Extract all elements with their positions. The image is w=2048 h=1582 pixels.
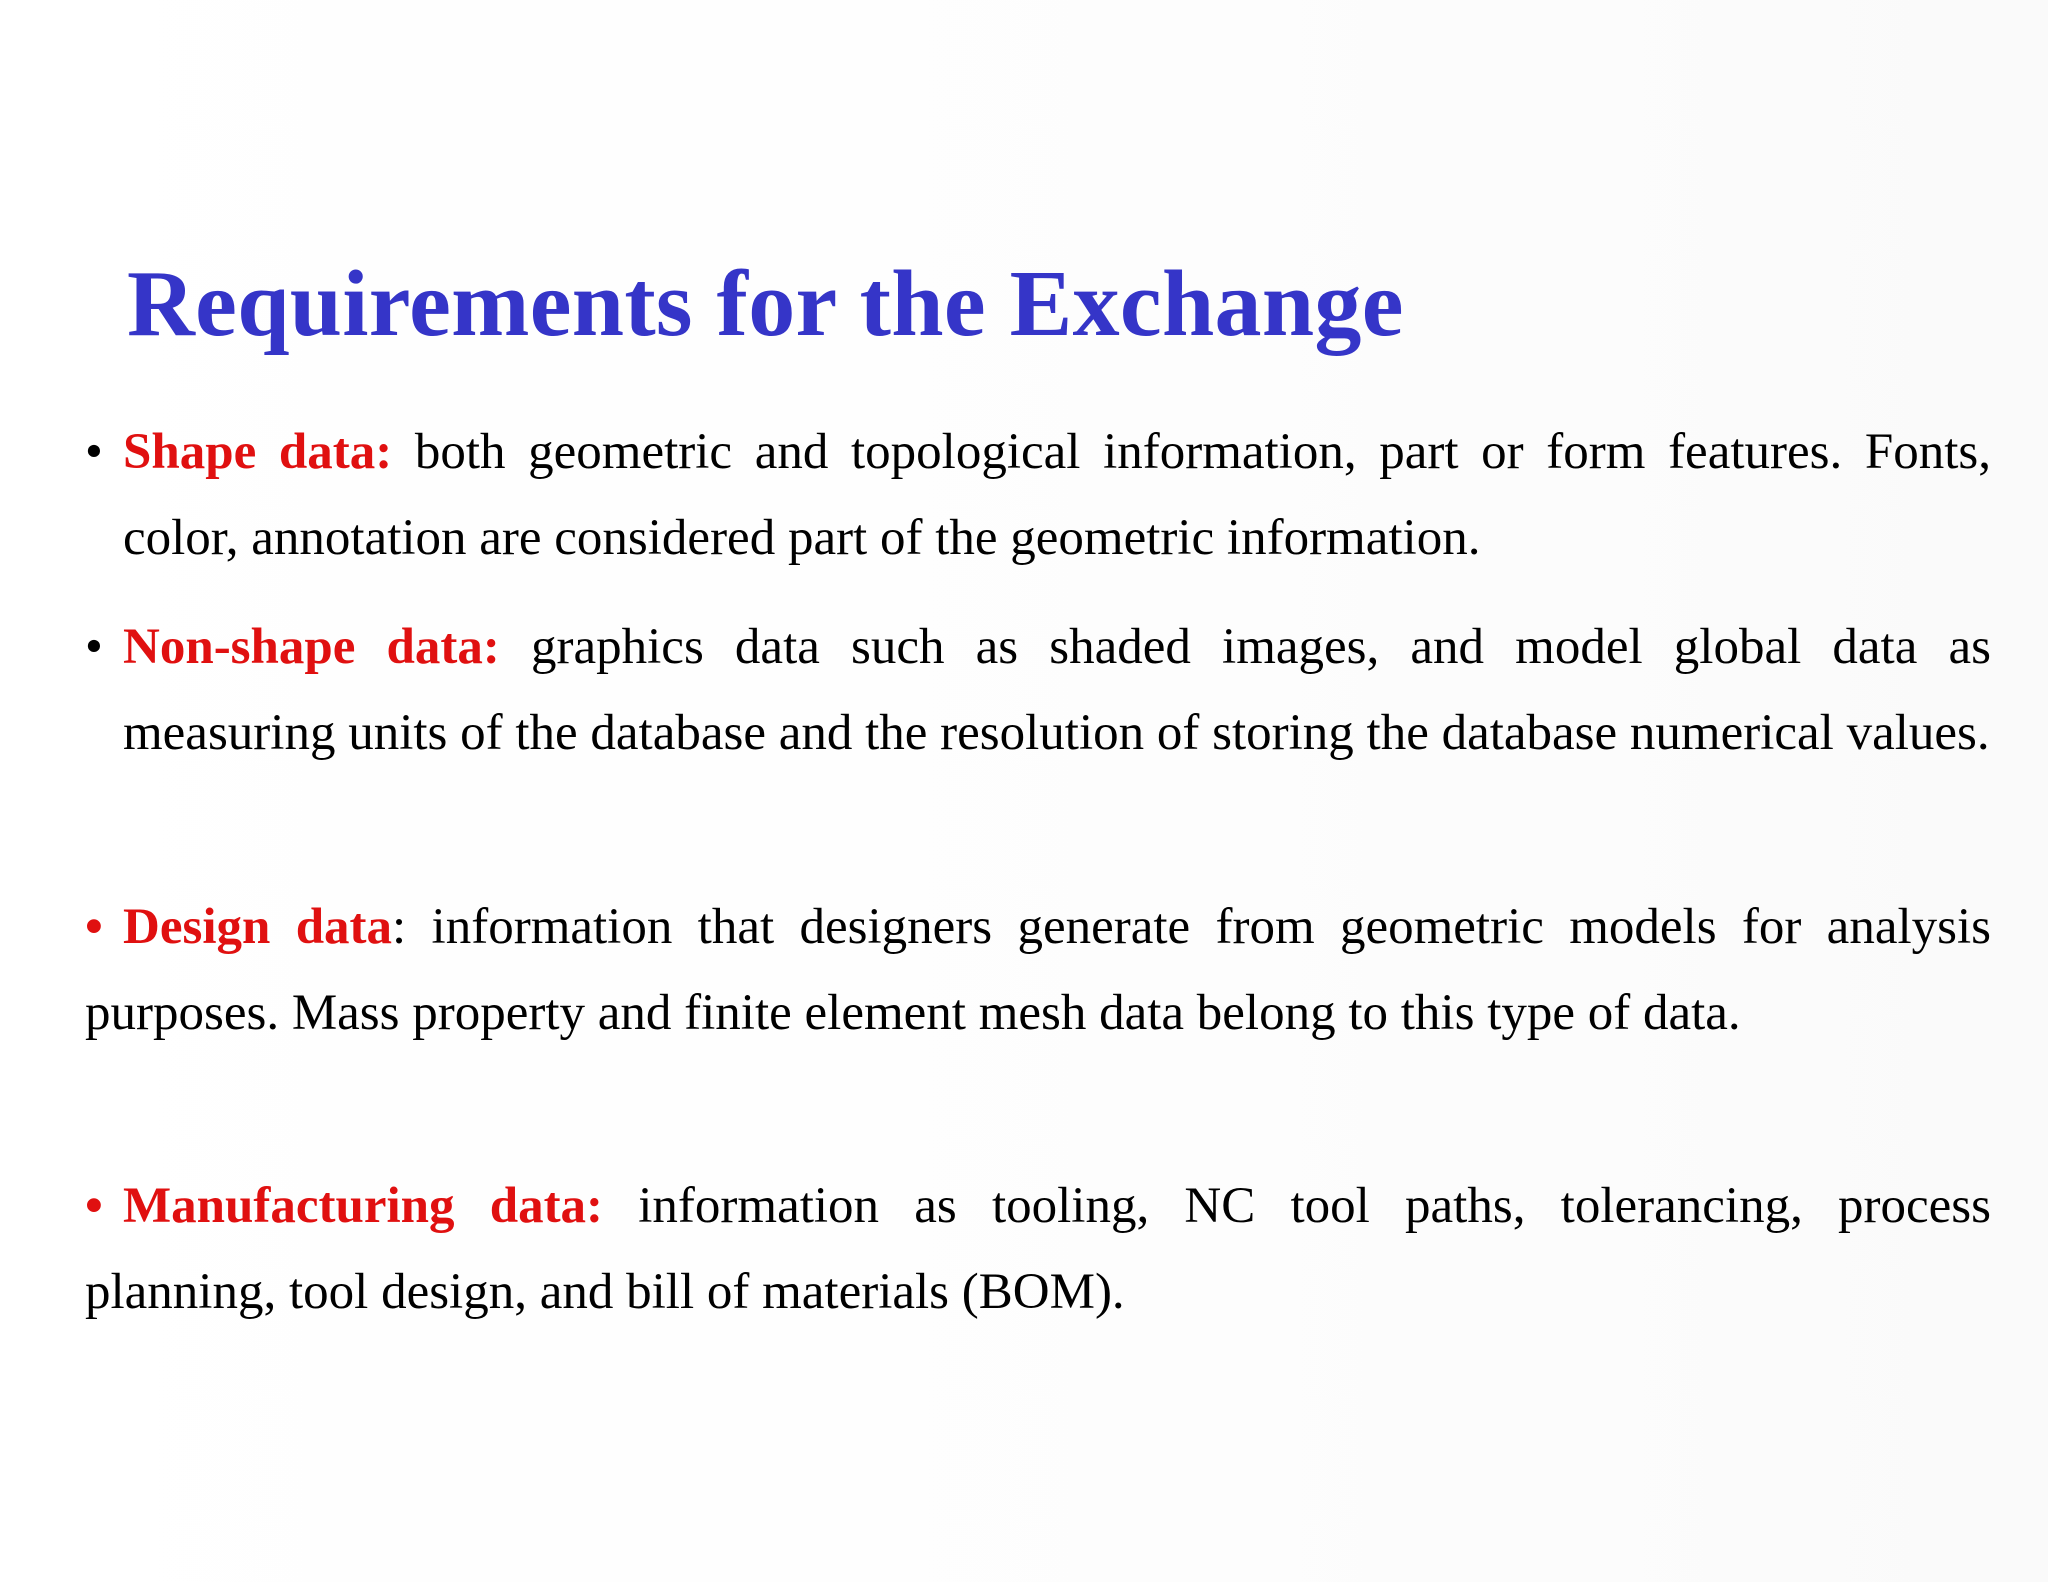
bullet-item-shape-data [85,409,1991,581]
bullet-separator: : [392,899,407,955]
bullet-item-design-data [85,884,1991,1056]
bullet-label: Non-shape data: [123,619,500,675]
bullet-marker: • [85,1178,103,1234]
bullet-item-non-shape-data [85,604,1991,776]
bullet-text: information as tooling, NC tool paths, tolerancing, process planning, tool design, and bill of materials (BOM). [85,1178,1991,1320]
bullet-label: Shape data: [123,424,393,480]
slide-title: Requirements for the Exchange [127,252,1404,356]
bullet-label: Design data [123,899,393,955]
bullet-text: graphics data such as shaded images, and model global data as measuring units of the database and the resolution of storing the database numerical values. [123,619,1991,761]
bullet-marker: • [85,424,103,480]
bullet-text: information that designers generate from geometric models for analysis purposes. Mass property and finite element mesh data belong to this type of data. [85,899,1991,1041]
bullet-text: both geometric and topological information, part or form features. Fonts, color, annotation are considered part of the geometric information. [123,424,1991,566]
bullet-marker: • [85,899,103,955]
bullet-marker: • [85,619,103,675]
bullet-item-manufacturing-data [85,1163,1991,1335]
bullet-label: Manufacturing data: [123,1178,604,1234]
